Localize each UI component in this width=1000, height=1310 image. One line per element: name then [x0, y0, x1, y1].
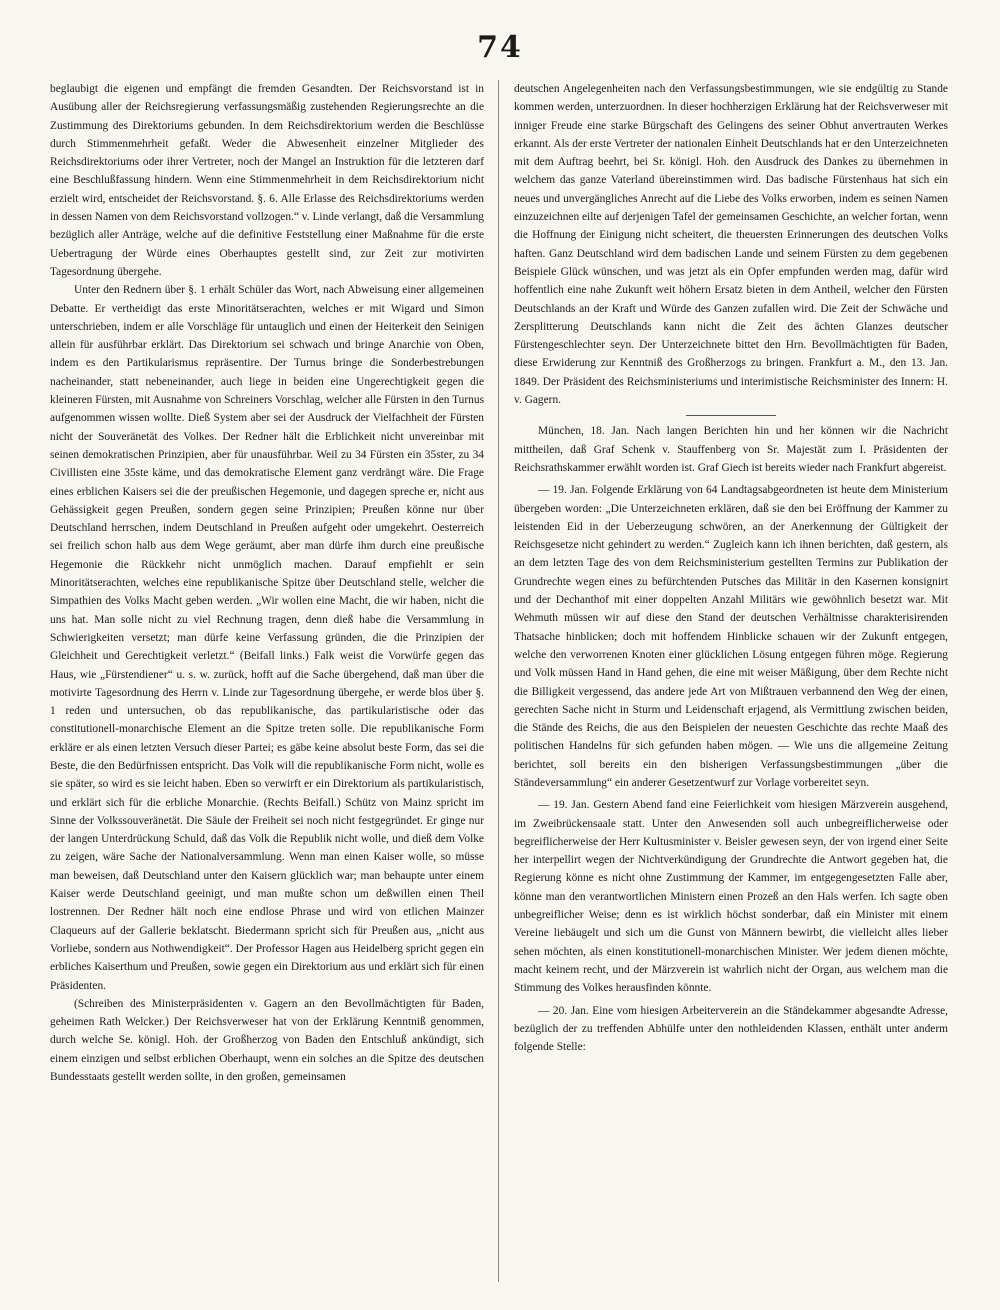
right-column [514, 80, 948, 1282]
paragraph: — 19. Jan. Gestern Abend fand eine Feierlichkeit vom hiesigen Märzverein ausgehend, im Zweibrückensaale statt. Unter den Anwesenden soll auch unbegreiflicherweise oder begreiflicherweise der Herr Kultusminister v. Beisler gewesen seyn, der von irgend einer Seite her interpellirt wegen der Nichtverkündigung der Grundrechte die Antwort gegeben hat, die Regierung könne es nicht ohne Zustimmung der Kammer, im entgegengesetzten Falle aber, könne man den verantwortlichen Ministern einen Prozeß an den Hals werfen. Ich sagte oben unbegreiflicher Weise; denn es ist wirklich höchst sonderbar, daß ein Minister mit einem Vereine liebäugelt und sich um die Gunst von Männern bewirbt, die vielleicht alles lieber sehen möchten, als einen konstitutionell-monarchischen Minister. Wer jedem dienen möchte, macht keinem recht, und der Märzverein ist wahrlich nicht der Organ, aus welchem man die Stimmung des Volkes herausfinden könnte. [514, 799, 948, 995]
paragraph: — 19. Jan. Folgende Erklärung von 64 Landtagsabgeordneten ist heute dem Ministerium übergeben worden: „Die Unterzeichneten erklären, daß sie den bei Eröffnung der Kammer zu leistenden Eid in der Ueberzeugung schwören, an der Anerkennung der Gültigkeit der Reichsgesetze nicht gehindert zu werden.“ Zugleich kann ich ihnen berichten, daß gestern, als an dem letzten Tage des von dem Reichsministerium gestellten Termins zur Publikation der Grundrechte wegen eines zu befürchtenden Putsches das Militär in den Kasernen konsignirt und der Dechanthof mit einer doppelten Anzahl Militärs wie gewöhnlich besetzt war. Mit Wehmuth müssen wir auf diese den Stand der deutschen Verhältnisse charakterisirenden Thatsache hinblicken; doch mit hoffendem Hinblicke schauen wir der Zukunft entgegen, welche den verworrenen Knoten einer glücklichen Lösung entgegen führen möge. Regierung und Volk müssen Hand in Hand gehen, die eine mit weiser Mäßigung, über dem Rechte nicht die Billigkeit vergessend, das andere jede Art von Mißtrauen verbannend den Weg der einen, gerechten Sache nicht in Sturm und Leidenschaft erjagend, als Vermittlung zwischen beiden, die Stände des Reichs, die aus den Beispielen der neuesten Geschichte das rechte Maaß des politischen Handelns für sich gefunden haben mögen. — Wie uns die allgemeine Zeitung berichtet, soll bereits ein den bisherigen Verfassungsbestimmungen „über die Ständeversammlung“ ein anderer Gesetzentwurf zur Vorlage vorbereitet seyn. [514, 484, 948, 789]
paragraph: beglaubigt die eigenen und empfängt die fremden Gesandten. Der Reichsvorstand ist in Ausübung aller der Reichsregierung verfassungsmäßig zustehenden Regierungsrechte an die Zustimmung des Direktoriums gebunden. In dem Reichsdirektorium werden die Beschlüsse durch Stimmenmehrheit gefaßt. Weder die Abwesenheit einzelner Mitglieder des Reichsdirektoriums oder ihrer Vertreter, noch der Mangel an Instruktion für die letzteren darf eine Beschlußfassung hindern. Wenn eine Stimmenmehrheit in dem Reichsdirektorium nicht erzielt wird, entscheidet der Reichsvorstand. §. 6. Alle Erlasse des Reichsdirektoriums werden in dessen Namen von dem Reichsvorstand vollzogen.“ v. Linde verlangt, daß die Versammlung bezüglich aller Anträge, welche auf die definitive Feststellung einer Maßnahme für die erste Uebertragung der Würde eines Oberhauptes gestellt sind, zur Zeit zur motivirten Tagesordnung übergehe. [50, 83, 484, 278]
left-column [50, 80, 484, 1282]
paragraph: München, 18. Jan. Nach langen Berichten hin und her können wir die Nachricht mittheilen, daß Graf Schenk v. Stauffenberg von Sr. Majestät zum I. Präsidenten der Reichsrathskammer erwählt worden ist. Graf Giech ist bereits wieder nach Frankfurt abgereist. [514, 425, 948, 474]
paragraph: (Schreiben des Ministerpräsidenten v. Gagern an den Bevollmächtigten für Baden, geheimen Rath Welcker.) Der Reichsverweser hat von der Erklärung Kenntniß genommen, durch welche Se. königl. Hoh. der Großherzog von Baden den Entschluß ankündigt, sich einem einzigen und selbst erblichen Oberhaupt, wenn ein solches an die Spitze des deutschen Bundesstaats gestellt werden sollte, in den großen, gemeinsamen [50, 997, 484, 1084]
page-number: 74 [477, 30, 523, 65]
paragraph: deutschen Angelegenheiten nach den Verfassungsbestimmungen, wie sie endgültig zu Stande kommen werden, unterzuordnen. In dieser hochherzigen Erklärung hat der Reichsverweser mit inniger Freude eine starke Bürgschaft des Gelingens des seiner Obhut anvertrauten Werkes erkannt. Als der erste Vertreter der nationalen Einheit Deutschlands hat er den Unterzeichneten mit dem Auftrag beehrt, bei Sr. königl. Hoh. den Ausdruck des Dankes zu übernehmen in welchem das ganze Vaterland übereinstimmen wird. Das badische Fürstenhaus hat sich ein neues und unvergängliches Anrecht auf die Liebe des Volks erworben, indem es seinen Namen einzuzeichnen eilte auf derjenigen Tafel der gemeinsamen Geschichte, an welcher fortan, wenn die Hoffnung der Einigung nicht scheitert, die theuersten Erinnerungen des deutschen Volks haften. Ganz Deutschland wird dem badischen Lande und seinem Fürsten zu dem gegebenen Beispiele Glück wünschen, und was jetzt als ein Opfer empfunden werden mag, dafür wird hoffentlich eine nahe Zukunft weit höhern Ersatz bieten in dem Antheil, welcher den Fürsten Deutschlands an der Kraft und Würde des Ganzen zufallen wird. Die Zeit der Schwäche und Zersplitterung Deutschlands kann nicht die Zeit des ächten Glanzes deutscher Fürstengeschlechter seyn. Der Unterzeichnete bittet den Hrn. Bevollmächtigten für Baden, diese Erwiderung zur Kenntniß des Großherzogs zu bringen. Frankfurt a. M., den 13. Jan. 1849. Der Präsident des Reichsministeriums und interimistische Reichsminister des Innern: H. v. Gagern. [514, 83, 948, 407]
paragraph: Unter den Rednern über §. 1 erhält Schüler das Wort, nach Abweisung einer allgemeinen Debatte. Er vertheidigt das erste Minoritätserachten, welches er mit Wigard und Simon unterschrieben, indem er alle Vorschläge für untauglich und einen der Heiterkeit den Seinigen allein für ausführbar erklärt. Das Direktorium sei schwach und bringe Anarchie von Oben, indem es den Partikularismus repräsentire. Der Turnus bringe die Sonderbestrebungen nacheinander, statt nebeneinander, auch liege in beiden eine Ungerechtigkeit gegen die kleineren Fürsten, mit Ausnahme von Schreiners Vorschlag, welcher alle Fürsten in den Turnus aufgenommen wissen wollte. Dieß System aber sei der Ausdruck der Vielfachheit der Fürsten nicht der Souveränetät des Volkes. Der Redner hält die Erblichkeit nicht unvereinbar mit seinen demokratischen Prinzipien, aber für unausführbar. Weil zu 34 Fürsten ein 35ster, zu 34 Civillisten eine 35ste käme, und das demokratische Element ganz verdrängt wäre. Die Frage eines erblichen Kaisers sei die der preußischen Hegemonie, und dagegen spreche er, nicht aus Gehässigkeit gegen Preußen, sondern gegen seine Prinzipien; Preußen könne nur über Deutschland herrschen, indem Deutschland in Preußen aufgeht oder umgekehrt. Oesterreich sei freilich schon halb aus dem Wege geräumt, aber man dürfe ihm durch eine preußische Hegemonie die Rückkehr nicht unmöglich machen. Darauf empfiehlt er sein Minoritätserachten, welches eine republikanische Spitze über Deutschland stelle, welcher die Simpathien des Volks Macht geben werden. „Wir wollen eine Macht, die wir haben, nicht die uns hat. Man solle nicht zu viel Rechnung tragen, denn dieß habe die Versammlung in Schwierigkeiten versetzt; man dürfe keine Verfassung gründen, die die Prinzipien der Gleichheit und Gerechtigkeit verletzt.“ (Beifall links.) Falk weist die Vorwürfe gegen das Haus, wie „Fürstendiener“ u. s. w. zurück, hofft auf die Sache übergehend, daß man über die motivirte Tagesordnung des Herrn v. Linde zur Tagesordnung übergehe, er werde blos über §. 1 reden und untersuchen, ob das republikanische, das partikularistische oder das constitutionell-monarchische Element an die Spitze treten solle. Die republikanische Form erkläre er als einen letzten Versuch dieser Partei; es gäbe keine absolut beste Form, das sei die Beste, die den Bedürfnissen entspricht. Das Volk will die republikanische Form nicht, wolle es sie später, so wird es sie leicht haben. Eben so verwirft er ein Direktorium als partikularistisch, und erklärt sich für die erbliche Monarchie. (Rechts Beifall.) Schütz von Mainz spricht im Sinne der Volkssouveränetät. Die Säule der Freiheit sei noch nicht festgegründet. Er ginge nur der langen Unterdrückung Schuld, daß das Volk die Republik nicht wolle, und dieß dem Volke zu zeigen, wäre Sache der Nationalversammlung. Wenn man einen Kaiser wolle, so müsse man beweisen, daß Deutschland unter den Kaisern glücklich war; man behaupte unter einem Kaiser werde Deutschland geeinigt, und man mußte schon um deßwillen einen Theil lostrennen. Der Redner hält noch eine endlose Phrase und wird von etlichen Mainzer Claqueurs auf der Gallerie beklatscht. Biedermann spricht sich für Preußen aus, „nicht aus Vorliebe, sondern aus Nothwendigkeit“. Der Professor Hagen aus Heidelberg spricht gegen ein erbliches Kaiserthum und Preußen, sowie gegen ein Direktorium aus und erklärt sich für einen Präsidenten. [50, 284, 484, 992]
column-divider [498, 80, 499, 1282]
section-separator [686, 415, 776, 416]
paragraph: — 20. Jan. Eine vom hiesigen Arbeiterverein an die Ständekammer abgesandte Adresse, bezüglich der zu treffenden Abhülfe unter den nothleidenden Klassen, enthält unter anderm folgende Stelle: [514, 1004, 948, 1054]
